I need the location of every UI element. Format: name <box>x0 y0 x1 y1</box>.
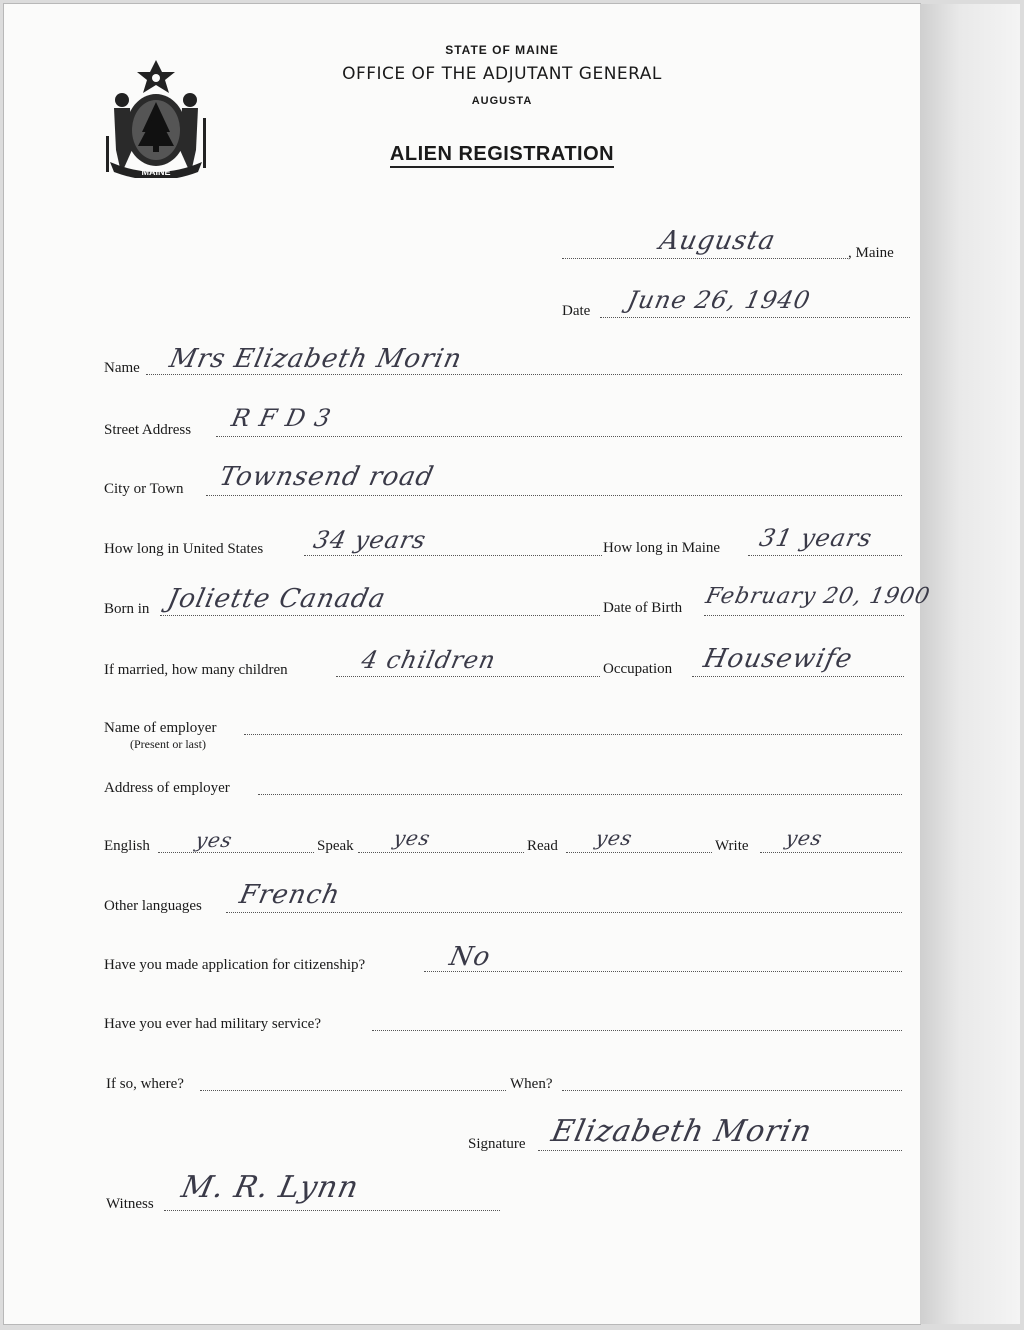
dob-line <box>704 615 904 616</box>
speak-line <box>358 852 524 853</box>
name-value[interactable]: Mrs Elizabeth Morin <box>166 344 465 374</box>
english-value[interactable]: yes <box>193 828 235 852</box>
read-label: Read <box>527 838 558 854</box>
occupation-value[interactable]: Housewife <box>700 644 856 674</box>
write-value[interactable]: yes <box>783 826 825 850</box>
date-line <box>600 317 910 318</box>
state-seal <box>100 58 212 178</box>
read-line <box>566 852 712 853</box>
write-line <box>760 852 902 853</box>
scan-edge <box>920 4 1020 1324</box>
children-value[interactable]: 4 children <box>359 646 499 674</box>
english-line <box>158 852 314 853</box>
header-state: STATE OF MAINE <box>445 43 559 57</box>
name-line <box>146 374 902 375</box>
military-line <box>372 1030 902 1031</box>
where-label: If so, where? <box>106 1076 184 1092</box>
name-label: Name <box>104 360 140 376</box>
employer-label: Name of employer <box>104 720 217 736</box>
us-value[interactable]: 34 years <box>311 526 430 554</box>
maine-line <box>748 555 902 556</box>
occupation-label: Occupation <box>603 661 673 677</box>
employer-address-label: Address of employer <box>104 780 230 796</box>
born-label: Born in <box>104 601 150 617</box>
children-label: If married, how many children <box>104 662 288 678</box>
dob-value[interactable]: February 20, 1900 <box>703 584 933 609</box>
when-label: When? <box>510 1076 553 1092</box>
born-line <box>160 615 600 616</box>
signature-line <box>538 1150 902 1151</box>
signature-label: Signature <box>468 1136 526 1152</box>
citizenship-label: Have you made application for citizenship? <box>104 957 366 973</box>
city-line <box>206 495 902 496</box>
when-line <box>562 1090 902 1091</box>
other-languages-value[interactable]: French <box>236 880 344 910</box>
occupation-line <box>692 676 904 677</box>
employer-sublabel: (Present or last) <box>130 737 206 751</box>
place-line <box>562 258 848 259</box>
signature-value[interactable]: Elizabeth Morin <box>548 1114 816 1149</box>
svg-text:MAINE: MAINE <box>141 167 171 177</box>
city-value[interactable]: Townsend road <box>216 462 437 492</box>
witness-value[interactable]: M. R. Lynn <box>178 1170 363 1205</box>
read-value[interactable]: yes <box>593 826 635 850</box>
citizenship-line <box>424 971 902 972</box>
date-label: Date <box>562 303 591 319</box>
witness-label: Witness <box>106 1196 154 1212</box>
citizenship-value[interactable]: No <box>446 942 494 972</box>
born-value[interactable]: Joliette Canada <box>164 584 389 614</box>
write-label: Write <box>715 838 749 854</box>
header-office: OFFICE OF THE ADJUTANT GENERAL <box>342 64 662 84</box>
other-languages-label: Other languages <box>104 898 202 914</box>
speak-value[interactable]: yes <box>391 826 433 850</box>
form-title: ALIEN REGISTRATION <box>300 143 704 166</box>
witness-line <box>164 1210 500 1211</box>
us-line <box>304 555 602 556</box>
children-line <box>336 676 600 677</box>
place-value[interactable]: Augusta <box>656 226 779 256</box>
city-label: City or Town <box>104 481 184 497</box>
employer-line <box>244 734 902 735</box>
employer-address-line <box>258 794 902 795</box>
header-city: AUGUSTA <box>471 95 533 107</box>
date-value[interactable]: June 26, 1940 <box>625 286 814 314</box>
english-label: English <box>104 838 150 854</box>
street-value[interactable]: R F D 3 <box>229 404 335 432</box>
us-label: How long in United States <box>104 541 264 557</box>
street-line <box>216 436 902 437</box>
maine-label: How long in Maine <box>603 540 721 556</box>
place-suffix: , Maine <box>848 245 894 261</box>
military-label: Have you ever had military service? <box>104 1016 321 1032</box>
dob-label: Date of Birth <box>603 600 683 616</box>
maine-value[interactable]: 31 years <box>757 524 876 552</box>
street-label: Street Address <box>104 422 192 438</box>
where-line <box>200 1090 506 1091</box>
speak-label: Speak <box>317 838 354 854</box>
other-languages-line <box>226 912 902 913</box>
